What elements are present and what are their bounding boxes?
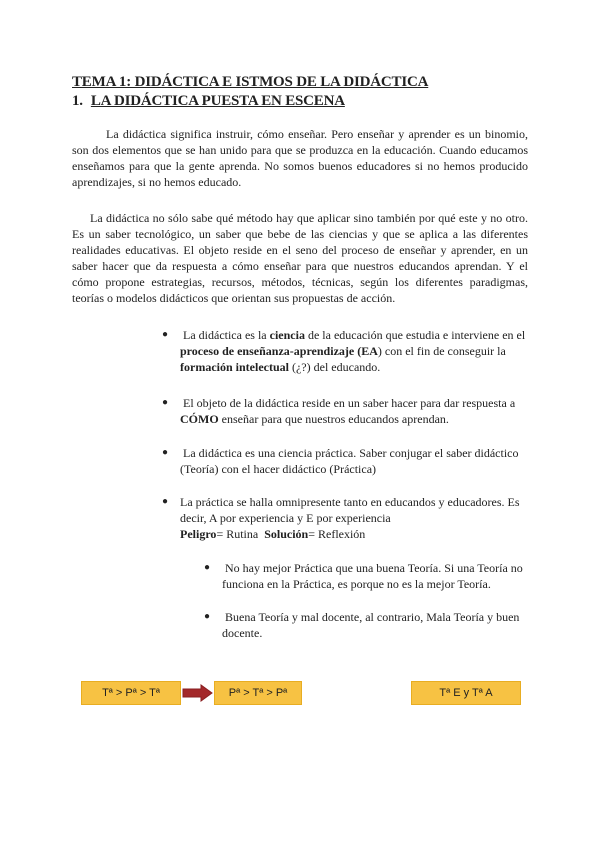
bullet-dot-icon: ●	[162, 447, 169, 458]
right-arrow-icon	[181, 684, 214, 702]
bullet-item-4: La práctica se halla omnipresente tanto en educandos y educadores. Es decir, A por experiencia y E por experiencia Peligro= Rutina Solución= Reflexión	[180, 495, 520, 541]
sub-bullet-dot-icon: ●	[204, 562, 211, 573]
paragraph-2: La didáctica no sólo sabe qué método hay que aplicar sino también por qué este y no otro. Es un saber tecnológico, un saber que bebe de las ciencias y que se aplica a las diferentes realidades educativas. El objeto reside en el seno del proceso de enseñar y aprender, en un saber hacer que da respuesta a cómo enseñar para que nuestros educandos aprendan. Y el cómo propone estrategias, recursos, métodos, técnicas, según los diferentes paradigmas, teorías o modelos didácticos que orientan sus propuestas de acción.	[72, 211, 528, 305]
section-title: LA DIDÁCTICA PUESTA EN ESCENA	[90, 93, 345, 109]
section-number: 1.	[72, 93, 83, 109]
bullet-dot-icon: ●	[162, 329, 169, 340]
document-title: TEMA 1: DIDÁCTICA E ISTMOS DE LA DIDÁCTICA	[72, 74, 429, 90]
bullet-dot-icon: ●	[162, 496, 169, 507]
sub-bullet-item-1: No hay mejor Práctica que una buena Teoría. Si una Teoría no funciona en la Práctica, es porque no es la mejor Teoría.	[222, 561, 523, 591]
bullet-item-2: El objeto de la didáctica reside en un saber hacer para dar respuesta a CÓMO enseñar para que nuestros educandos aprendan.	[180, 396, 516, 426]
sub-bullet-dot-icon: ●	[204, 611, 211, 622]
theory-e-a-box: Tª E y Tª A	[411, 681, 521, 705]
theory-practice-box: Tª > Pª > Tª	[81, 681, 181, 705]
practice-theory-box: Pª > Tª > Pª	[214, 681, 302, 705]
section-heading	[72, 93, 345, 110]
bullet-item-1: La didáctica es la ciencia de la educación que estudia e interviene en el proceso de enseñanza-aprendizaje (EA) con el fin de conseguir la formación intelectual (¿?) del educando.	[180, 328, 526, 374]
paragraph-1: La didáctica significa instruir, cómo enseñar. Pero enseñar y aprender es un binomio, son dos elementos que se han unido para que se produzca en la educación. Cuando educamos enseñamos para que la gente aprenda. No somos buenos educadores si no hemos producido aprendizajes, si no hemos educado.	[72, 127, 528, 189]
sub-bullet-item-2: Buena Teoría y mal docente, al contrario, Mala Teoría y buen docente.	[222, 610, 520, 640]
bullet-dot-icon: ●	[162, 397, 169, 408]
bullet-item-3: La didáctica es una ciencia práctica. Saber conjugar el saber didáctico (Teoría) con el hacer didáctico (Práctica)	[180, 446, 519, 476]
